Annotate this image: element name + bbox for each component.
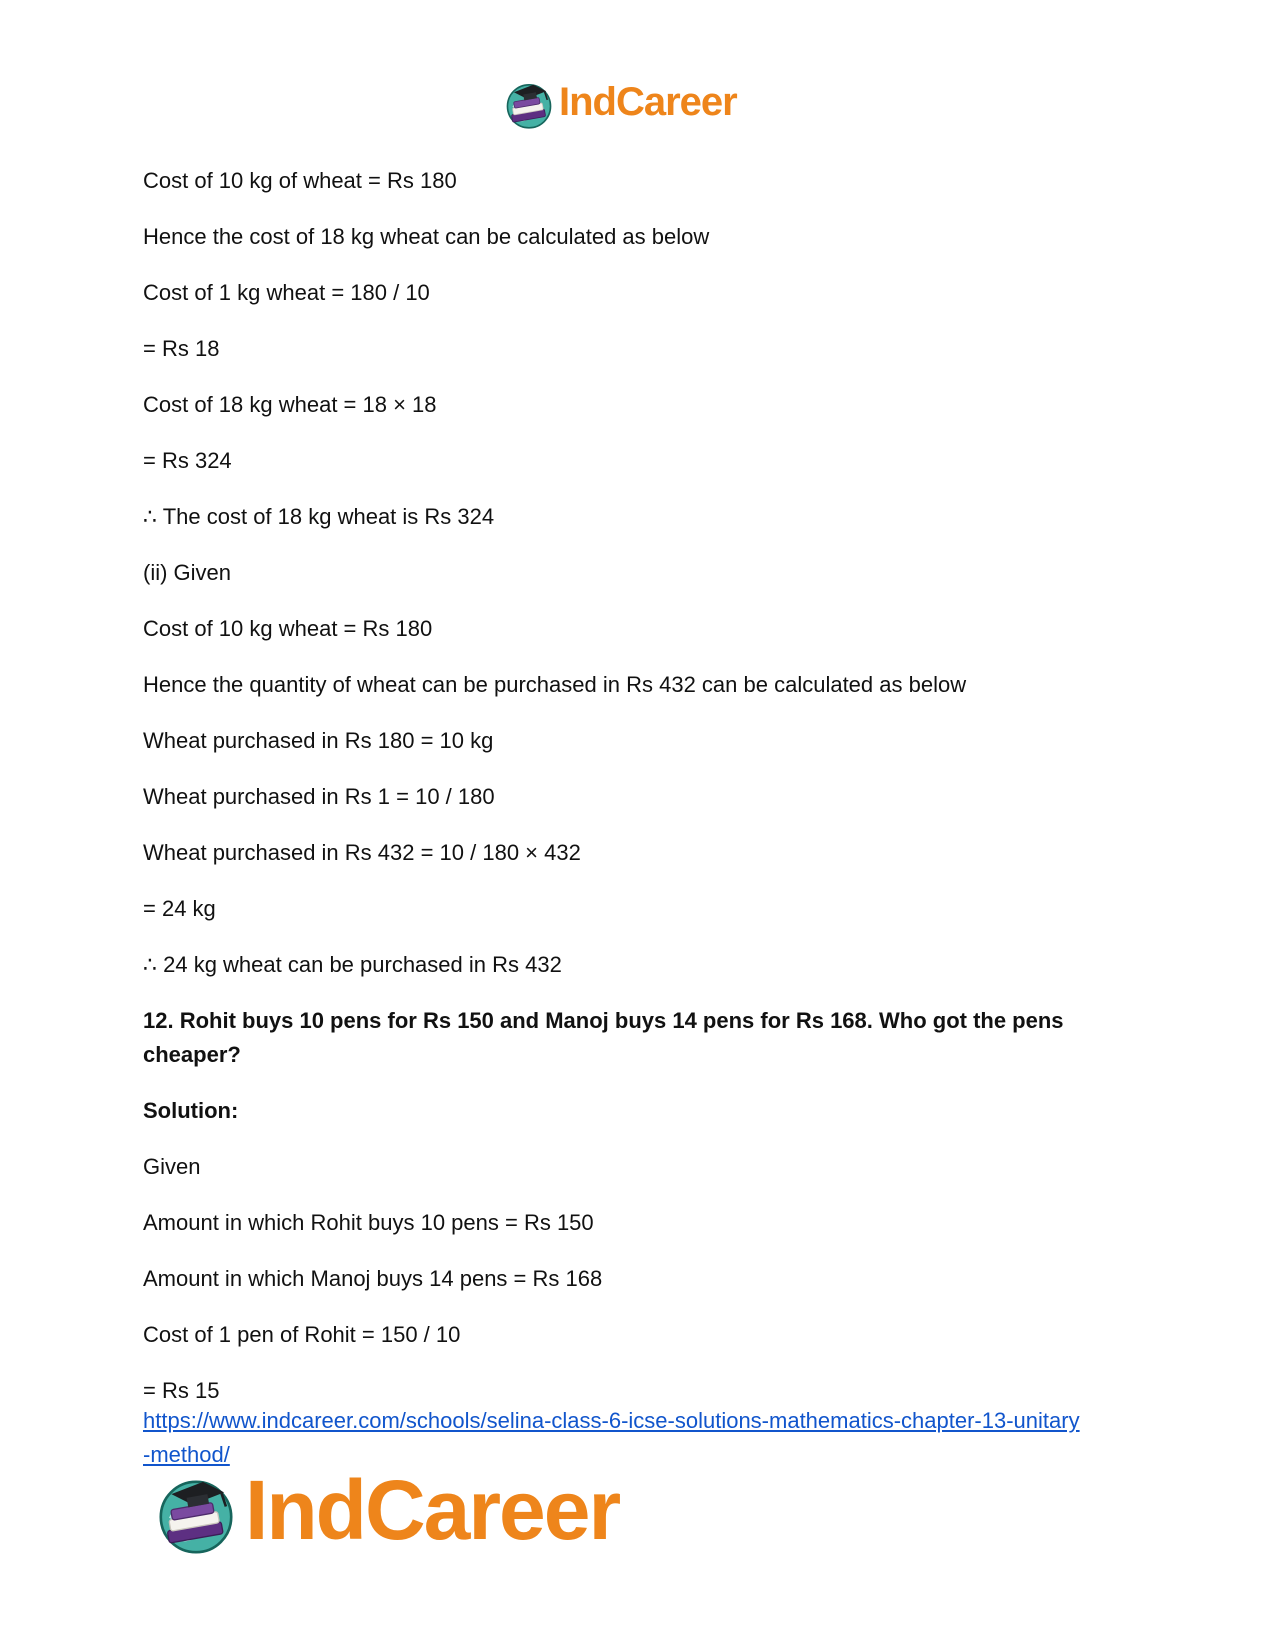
source-url-paragraph: [143, 1404, 1143, 1472]
text-line: Wheat purchased in Rs 180 = 10 kg: [143, 728, 494, 753]
text-line: Hence the cost of 18 kg wheat can be calculated as below: [143, 224, 710, 249]
source-url-link[interactable]: [143, 1408, 1080, 1467]
text-line: = Rs 18: [143, 336, 220, 361]
text-line: Cost of 18 kg wheat = 18 × 18: [143, 392, 437, 417]
source-url-line2: -method/: [143, 1442, 230, 1467]
text-line: = Rs 15: [143, 1378, 220, 1403]
source-url-line1: https://www.indcareer.com/schools/selina-class-6-icse-solutions-mathematics-chapter-13-unitary: [143, 1408, 1080, 1433]
conclusion-line: ∴ The cost of 18 kg wheat is Rs 324: [143, 504, 495, 529]
footer-logo: [152, 1464, 619, 1556]
text-line: = Rs 324: [143, 448, 232, 473]
text-line: Given: [143, 1154, 201, 1179]
text-line: Wheat purchased in Rs 432 = 10 / 180 × 432: [143, 840, 581, 865]
indcareer-books-cap-icon: [502, 74, 556, 130]
solution-heading: Solution:: [143, 1098, 239, 1123]
text-line: Cost of 10 kg wheat = Rs 180: [143, 616, 433, 641]
text-line: Amount in which Manoj buys 14 pens = Rs 168: [143, 1266, 603, 1291]
text-line: Hence the quantity of wheat can be purchased in Rs 432 can be calculated as below: [143, 672, 967, 697]
text-line: (ii) Given: [143, 560, 232, 585]
text-line: Cost of 1 pen of Rohit = 150 / 10: [143, 1322, 461, 1347]
conclusion-line: ∴ 24 kg wheat can be purchased in Rs 432: [143, 952, 562, 977]
header-logo: [502, 74, 737, 130]
footer-logo-text: IndCareer: [245, 1463, 620, 1557]
indcareer-books-cap-icon: [152, 1464, 240, 1556]
document-body: [143, 164, 1143, 1494]
text-line: = 24 kg: [143, 896, 216, 921]
text-line: Amount in which Rohit buys 10 pens = Rs 150: [143, 1210, 594, 1235]
text-line: Wheat purchased in Rs 1 = 10 / 180: [143, 784, 495, 809]
text-line: Cost of 10 kg of wheat = Rs 180: [143, 168, 457, 193]
header-logo-text: IndCareer: [559, 80, 737, 124]
question-12-line1: 12. Rohit buys 10 pens for Rs 150 and Manoj buys 14 pens for Rs 168. Who got the pens: [143, 1008, 1064, 1033]
question-12-line2: cheaper?: [143, 1042, 241, 1067]
text-line: Cost of 1 kg wheat = 180 / 10: [143, 280, 430, 305]
question-12: [143, 1004, 1143, 1072]
